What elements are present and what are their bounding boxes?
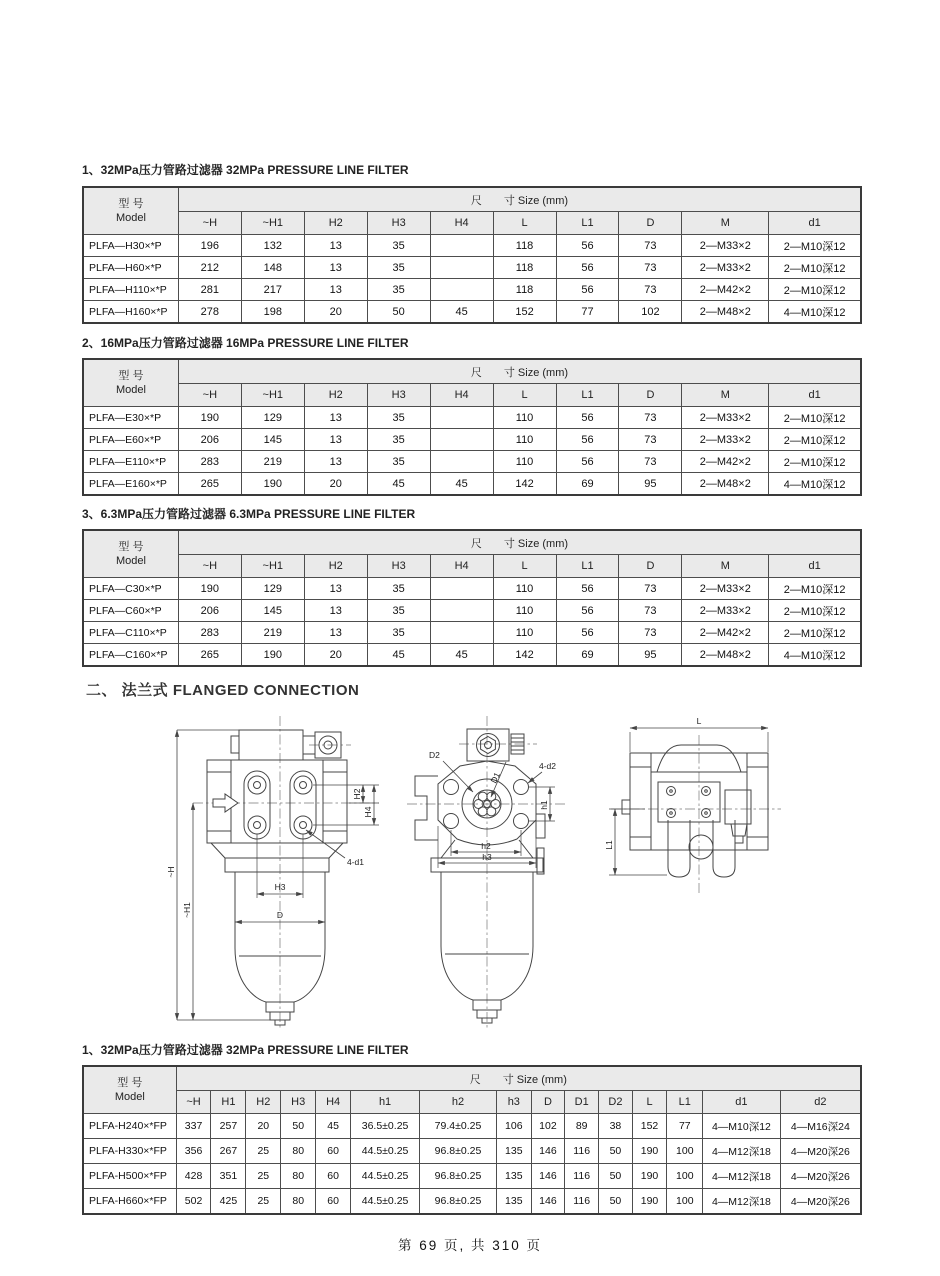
value-cell: 13 [304,235,367,257]
value-cell: 56 [556,257,619,279]
value-cell: 2—M10深12 [769,429,861,451]
column-header: H2 [246,1091,281,1114]
value-cell: 146 [531,1189,564,1215]
value-cell: 96.8±0.25 [420,1164,497,1189]
value-cell: 13 [304,429,367,451]
value-cell: 80 [281,1164,316,1189]
value-cell: 110 [493,407,556,429]
value-cell: 44.5±0.25 [351,1164,420,1189]
value-cell: 56 [556,429,619,451]
value-cell: 2—M33×2 [682,235,769,257]
model-column-header: 型 号 Model [83,359,178,407]
value-cell: 2—M10深12 [769,451,861,473]
size-mm-header: 尺 寸 Size (mm) [178,530,861,555]
model-cell: PLFA-H240×*FP [83,1114,176,1139]
value-cell: 35 [367,451,430,473]
value-cell: 106 [496,1114,531,1139]
value-cell: 56 [556,600,619,622]
value-cell: 2—M10深12 [769,622,861,644]
value-cell: 96.8±0.25 [420,1139,497,1164]
value-cell: 142 [493,473,556,496]
column-header: M [682,212,769,235]
value-cell: 35 [367,279,430,301]
value-cell: 283 [178,622,241,644]
dimension-table-32mpa-threaded [82,186,862,324]
dimension-table-16mpa-threaded [82,358,862,496]
value-cell: 146 [531,1139,564,1164]
value-cell: 56 [556,622,619,644]
filter-top-view-drawing [595,705,815,905]
value-cell: 13 [304,622,367,644]
value-cell: 116 [565,1139,599,1164]
table-row [83,407,861,429]
value-cell: 2—M10深12 [769,279,861,301]
model-cell: PLFA—H160×*P [83,301,178,324]
value-cell [430,257,493,279]
value-cell [430,451,493,473]
value-cell: 219 [241,451,304,473]
value-cell: 190 [632,1189,667,1215]
value-cell: 265 [178,644,241,667]
value-cell: 2—M33×2 [682,407,769,429]
page-number-footer: 第 69 页, 共 310 页 [397,1238,543,1253]
value-cell: 102 [531,1114,564,1139]
value-cell: 351 [211,1164,246,1189]
value-cell: 219 [241,622,304,644]
value-cell: 13 [304,451,367,473]
value-cell [430,235,493,257]
value-cell: 13 [304,407,367,429]
size-mm-header: 尺 寸 Size (mm) [176,1066,861,1091]
dimension-label: ~H1 [182,902,192,918]
value-cell: 60 [316,1189,351,1215]
column-header: D [619,212,682,235]
size-mm-header: 尺 寸 Size (mm) [178,187,861,212]
column-header: ~H1 [241,555,304,578]
flow-direction-arrow-icon [213,794,238,812]
value-cell: 217 [241,279,304,301]
model-cell: PLFA-H330×*FP [83,1139,176,1164]
value-cell: 73 [619,279,682,301]
table-title-32mpa-threaded: 1、32MPa压力管路过滤器 32MPa PRESSURE LINE FILTER [82,163,409,177]
value-cell: 95 [619,473,682,496]
table-row [83,644,861,667]
column-header: L [632,1091,667,1114]
value-cell: 80 [281,1189,316,1215]
value-cell: 2—M42×2 [682,622,769,644]
table-row [83,301,861,324]
table-row [83,578,861,600]
value-cell: 73 [619,578,682,600]
value-cell: 2—M10深12 [769,578,861,600]
value-cell: 4—M20深26 [780,1139,861,1164]
value-cell: 190 [241,473,304,496]
value-cell: 13 [304,578,367,600]
value-cell: 69 [556,473,619,496]
table-row [83,1164,861,1189]
value-cell: 110 [493,622,556,644]
value-cell: 56 [556,578,619,600]
bolt-holes-label: 4-d1 [347,857,365,867]
dimension-label: H3 [274,882,286,892]
model-cell: PLFA—E30×*P [83,407,178,429]
model-cell: PLFA—H30×*P [83,235,178,257]
value-cell: 80 [281,1139,316,1164]
dimension-label: ~H [166,866,176,878]
value-cell: 35 [367,235,430,257]
value-cell: 2—M10深12 [769,257,861,279]
value-cell: 281 [178,279,241,301]
value-cell: 2—M33×2 [682,429,769,451]
value-cell: 502 [176,1189,211,1215]
value-cell: 50 [599,1189,632,1215]
value-cell: 2—M42×2 [682,279,769,301]
value-cell: 56 [556,407,619,429]
column-header: H3 [367,555,430,578]
value-cell: 428 [176,1164,211,1189]
value-cell: 35 [367,600,430,622]
value-cell: 60 [316,1164,351,1189]
table-row [83,235,861,257]
value-cell: 283 [178,451,241,473]
value-cell: 77 [556,301,619,324]
value-cell [430,622,493,644]
value-cell: 278 [178,301,241,324]
column-header: L1 [667,1091,703,1114]
model-cell: PLFA—E60×*P [83,429,178,451]
value-cell: 132 [241,235,304,257]
dimension-label: h2 [481,841,491,851]
value-cell: 2—M10深12 [769,407,861,429]
column-header: ~H [178,555,241,578]
value-cell: 212 [178,257,241,279]
table-row [83,451,861,473]
filter-front-view-drawing [163,700,403,1030]
value-cell: 190 [178,407,241,429]
value-cell: 35 [367,429,430,451]
value-cell: 38 [599,1114,632,1139]
table-row [83,257,861,279]
value-cell: 73 [619,257,682,279]
column-header: d1 [769,555,861,578]
value-cell: 4—M20深26 [780,1164,861,1189]
value-cell: 73 [619,235,682,257]
column-header: h3 [496,1091,531,1114]
column-header: D2 [599,1091,632,1114]
column-header: d2 [780,1091,861,1114]
value-cell: 45 [430,473,493,496]
value-cell: 50 [367,301,430,324]
value-cell: 152 [493,301,556,324]
column-header: L [493,555,556,578]
table-row [83,429,861,451]
value-cell [430,429,493,451]
column-header: H4 [316,1091,351,1114]
value-cell: 145 [241,600,304,622]
dimension-label: h3 [482,852,492,862]
section-heading-flanged-connection: 二、 法兰式 FLANGED CONNECTION [86,682,360,699]
value-cell: 110 [493,429,556,451]
value-cell: 2—M42×2 [682,451,769,473]
value-cell: 25 [246,1139,281,1164]
value-cell: 2—M33×2 [682,257,769,279]
value-cell: 45 [367,473,430,496]
dimension-label: L [696,716,702,726]
value-cell: 44.5±0.25 [351,1189,420,1215]
value-cell: 356 [176,1139,211,1164]
column-header: H4 [430,212,493,235]
column-header: d1 [769,212,861,235]
value-cell: 2—M48×2 [682,644,769,667]
model-column-header: 型 号 Model [83,187,178,235]
value-cell: 118 [493,279,556,301]
column-header: ~H [178,384,241,407]
value-cell: 2—M10深12 [769,235,861,257]
model-cell: PLFA—H60×*P [83,257,178,279]
value-cell: 116 [565,1189,599,1215]
value-cell [430,279,493,301]
value-cell: 2—M10深12 [769,600,861,622]
value-cell: 2—M48×2 [682,301,769,324]
column-header: H2 [304,384,367,407]
column-header: L [493,384,556,407]
value-cell: 95 [619,644,682,667]
model-cell: PLFA—C60×*P [83,600,178,622]
value-cell: 118 [493,257,556,279]
value-cell: 60 [316,1139,351,1164]
value-cell: 142 [493,644,556,667]
dimension-label: h1 [539,800,549,810]
dimension-label: D1 [488,770,503,785]
value-cell: 4—M10深12 [703,1114,781,1139]
table-row [83,622,861,644]
column-header: ~H1 [241,212,304,235]
model-column-header: 型 号 Model [83,530,178,578]
dimension-table-32mpa-flanged [82,1065,862,1215]
value-cell: 73 [619,407,682,429]
column-header: D [619,384,682,407]
model-cell: PLFA-H500×*FP [83,1164,176,1189]
value-cell: 129 [241,407,304,429]
table-title-16mpa-threaded: 2、16MPa压力管路过滤器 16MPa PRESSURE LINE FILTER [82,336,409,350]
value-cell: 4—M10深12 [769,301,861,324]
column-header: L1 [556,212,619,235]
column-header: H4 [430,555,493,578]
value-cell: 198 [241,301,304,324]
value-cell: 110 [493,600,556,622]
filter-flange-face-drawing [403,700,603,1030]
column-header: H3 [367,212,430,235]
value-cell: 35 [367,407,430,429]
value-cell: 2—M33×2 [682,578,769,600]
column-header: D [531,1091,564,1114]
column-header: L1 [556,384,619,407]
value-cell: 135 [496,1164,531,1189]
value-cell: 50 [599,1164,632,1189]
model-cell: PLFA—E110×*P [83,451,178,473]
value-cell: 73 [619,600,682,622]
value-cell: 206 [178,600,241,622]
model-cell: PLFA—C30×*P [83,578,178,600]
column-header: M [682,384,769,407]
value-cell: 4—M12深18 [703,1189,781,1215]
value-cell: 152 [632,1114,667,1139]
model-column-header: 型 号 Model [83,1066,176,1114]
value-cell: 56 [556,279,619,301]
value-cell: 44.5±0.25 [351,1139,420,1164]
table-title-32mpa-flanged: 1、32MPa压力管路过滤器 32MPa PRESSURE LINE FILTER [82,1043,409,1057]
value-cell: 267 [211,1139,246,1164]
value-cell [430,578,493,600]
dimension-label: H2 [352,788,362,800]
value-cell: 77 [667,1114,703,1139]
value-cell: 45 [367,644,430,667]
value-cell: 4—M12深18 [703,1139,781,1164]
column-header: L1 [556,555,619,578]
value-cell: 100 [667,1189,703,1215]
value-cell: 50 [599,1139,632,1164]
value-cell: 129 [241,578,304,600]
value-cell: 110 [493,451,556,473]
value-cell: 13 [304,600,367,622]
value-cell: 73 [619,622,682,644]
table-row [83,1139,861,1164]
model-cell: PLFA—C160×*P [83,644,178,667]
value-cell: 96.8±0.25 [420,1189,497,1215]
value-cell: 146 [531,1164,564,1189]
value-cell: 73 [619,429,682,451]
value-cell: 20 [246,1114,281,1139]
value-cell: 100 [667,1139,703,1164]
model-cell: PLFA—E160×*P [83,473,178,496]
column-header: ~H1 [241,384,304,407]
column-header: H3 [281,1091,316,1114]
value-cell: 190 [241,644,304,667]
value-cell: 4—M10深12 [769,473,861,496]
value-cell [430,600,493,622]
column-header: h1 [351,1091,420,1114]
dimension-label: D [276,910,284,920]
value-cell: 35 [367,578,430,600]
value-cell: 20 [304,644,367,667]
value-cell [430,407,493,429]
value-cell: 4—M10深12 [769,644,861,667]
column-header: H2 [304,212,367,235]
column-header: H1 [211,1091,246,1114]
value-cell: 135 [496,1139,531,1164]
value-cell: 89 [565,1114,599,1139]
column-header: H3 [367,384,430,407]
value-cell: 50 [281,1114,316,1139]
column-header: ~H [178,212,241,235]
table-row [83,1189,861,1215]
column-header: H4 [430,384,493,407]
model-cell: PLFA-H660×*FP [83,1189,176,1215]
value-cell: 25 [246,1164,281,1189]
value-cell: 4—M20深26 [780,1189,861,1215]
value-cell: 190 [632,1139,667,1164]
value-cell: 100 [667,1164,703,1189]
value-cell: 337 [176,1114,211,1139]
value-cell: 45 [430,301,493,324]
value-cell: 36.5±0.25 [351,1114,420,1139]
value-cell: 56 [556,451,619,473]
column-header: h2 [420,1091,497,1114]
value-cell: 116 [565,1164,599,1189]
value-cell: 135 [496,1189,531,1215]
value-cell: 2—M48×2 [682,473,769,496]
dimension-label: D2 [429,750,440,760]
value-cell: 20 [304,301,367,324]
column-header: d1 [769,384,861,407]
value-cell: 190 [632,1164,667,1189]
value-cell: 206 [178,429,241,451]
value-cell: 35 [367,257,430,279]
value-cell: 4—M16深24 [780,1114,861,1139]
value-cell: 102 [619,301,682,324]
bolt-holes-label: 4-d2 [539,761,557,771]
table-title-63mpa-threaded: 3、6.3MPa压力管路过滤器 6.3MPa PRESSURE LINE FILTER [82,507,416,521]
value-cell: 2—M33×2 [682,600,769,622]
table-row [83,600,861,622]
value-cell: 4—M12深18 [703,1164,781,1189]
value-cell: 257 [211,1114,246,1139]
column-header: H2 [304,555,367,578]
column-header: D [619,555,682,578]
dimension-label: L1 [604,840,614,850]
value-cell: 35 [367,622,430,644]
value-cell: 425 [211,1189,246,1215]
table-row [83,279,861,301]
value-cell: 20 [304,473,367,496]
value-cell: 118 [493,235,556,257]
value-cell: 56 [556,235,619,257]
value-cell: 25 [246,1189,281,1215]
value-cell: 265 [178,473,241,496]
column-header: d1 [703,1091,781,1114]
value-cell: 79.4±0.25 [420,1114,497,1139]
value-cell: 69 [556,644,619,667]
value-cell: 45 [316,1114,351,1139]
size-mm-header: 尺 寸 Size (mm) [178,359,861,384]
value-cell: 13 [304,257,367,279]
value-cell: 45 [430,644,493,667]
column-header: M [682,555,769,578]
table-row [83,1114,861,1139]
value-cell: 148 [241,257,304,279]
value-cell: 110 [493,578,556,600]
value-cell: 196 [178,235,241,257]
dimension-table-63mpa-threaded [82,529,862,667]
column-header: ~H [176,1091,211,1114]
column-header: L [493,212,556,235]
dimension-label: H4 [363,806,373,818]
value-cell: 73 [619,451,682,473]
value-cell: 145 [241,429,304,451]
value-cell: 13 [304,279,367,301]
model-cell: PLFA—H110×*P [83,279,178,301]
model-cell: PLFA—C110×*P [83,622,178,644]
value-cell: 190 [178,578,241,600]
table-row [83,473,861,496]
column-header: D1 [565,1091,599,1114]
